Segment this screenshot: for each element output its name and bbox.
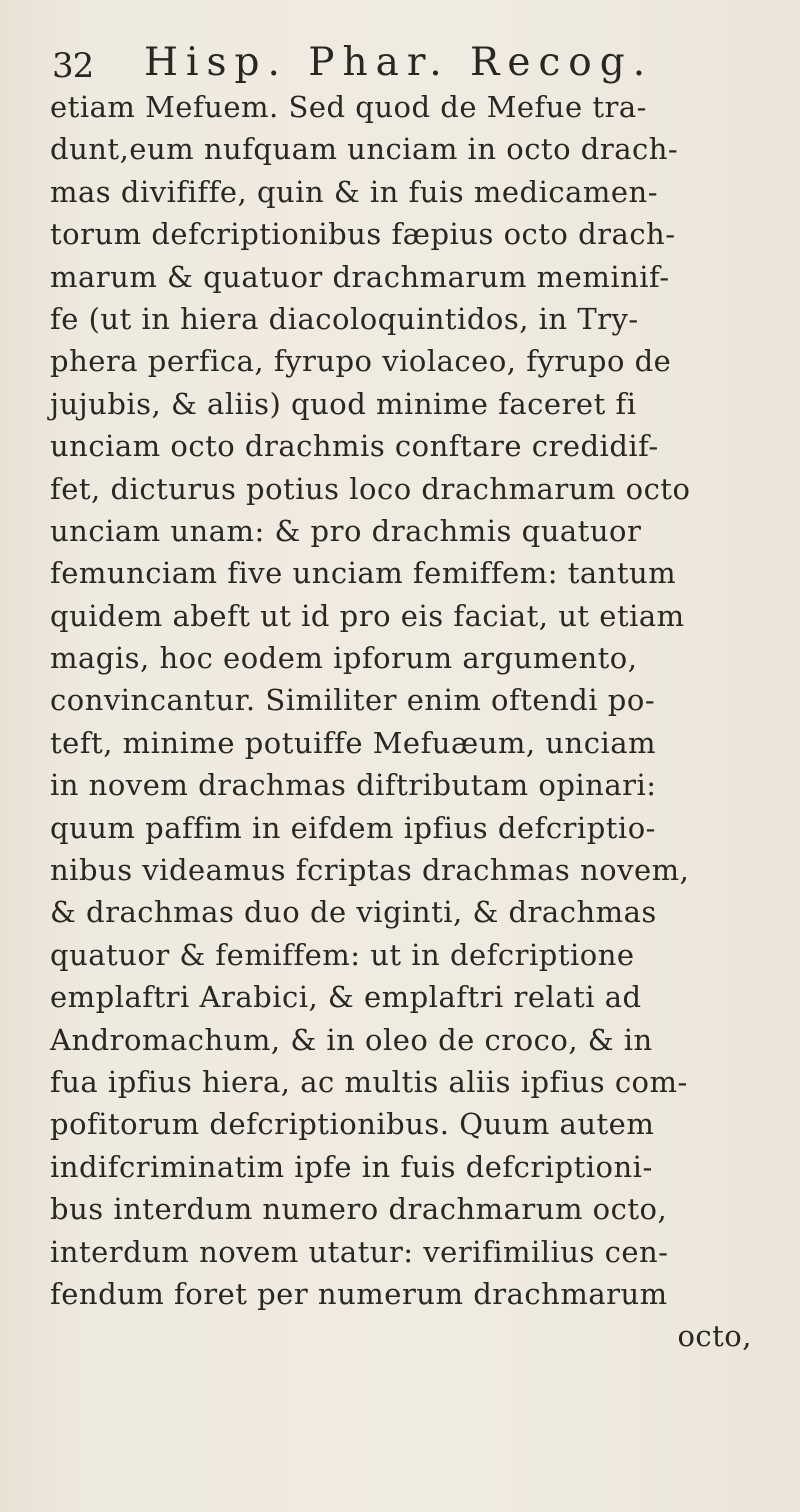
text-line: magis, hoc eodem ipforum argumento,	[50, 641, 638, 676]
text-line: & drachmas duo de viginti, & drachmas	[50, 895, 657, 930]
text-line: torum defcriptionibus fæpius octo drach-	[50, 217, 676, 252]
page-number: 32	[52, 46, 94, 86]
text-line: nibus videamus fcriptas drachmas novem,	[50, 853, 690, 888]
text-line: marum & quatuor drachmarum meminif-	[50, 259, 670, 294]
text-line: teft, minime potuiffe Mefuæum, unciam	[50, 725, 657, 760]
text-line: fendum foret per numerum drachmarum	[50, 1276, 668, 1311]
text-line: quidem abeft ut id pro eis faciat, ut etiam	[50, 598, 685, 633]
text-line: etiam Mefuem. Sed quod de Mefue tra-	[50, 90, 647, 124]
text-line: fet, dicturus potius loco drachmarum octo	[50, 471, 691, 506]
catchword: octo,	[677, 1319, 752, 1354]
text-line: quatuor & femiffem: ut in defcriptione	[50, 937, 635, 972]
text-line: quum paffim in eifdem ipfius defcriptio-	[50, 810, 656, 845]
text-line: in novem drachmas diftributam opinari:	[50, 768, 657, 803]
text-line: unciam octo drachmis conftare credidif-	[50, 429, 659, 464]
text-line: femunciam five unciam femiffem: tantum	[50, 556, 677, 591]
text-line: bus interdum numero drachmarum octo,	[50, 1192, 668, 1227]
text-line: unciam unam: & pro drachmis quatuor	[50, 513, 642, 548]
text-line: mas divififfe, quin & in fuis medicamen-	[50, 174, 659, 209]
text-line: emplaftri Arabici, & emplaftri relati ad	[50, 980, 642, 1015]
text-line: dunt,eum nufquam unciam in octo drach-	[50, 132, 679, 167]
text-line: fua ipfius hiera, ac multis aliis ipfius com-	[50, 1064, 688, 1099]
page-header	[52, 38, 772, 88]
text-line: jujubis, & aliis) quod minime faceret fi	[50, 386, 637, 421]
text-line: indifcriminatim ipfe in fuis defcriptioni-	[50, 1149, 653, 1184]
body-text	[50, 86, 790, 1358]
text-line: phera perfica, fyrupo violaceo, fyrupo de	[50, 344, 672, 379]
text-line: convincantur. Similiter enim oftendi po-	[50, 683, 656, 718]
text-line: interdum novem utatur: verifimilius cen-	[50, 1234, 669, 1269]
text-line: Andromachum, & in oleo de croco, & in	[50, 1022, 653, 1057]
text-line: fe (ut in hiera diacoloquintidos, in Try-	[50, 301, 639, 336]
running-head: Hisp. Phar. Recog.	[144, 40, 654, 85]
text-line: pofitorum defcriptionibus. Quum autem	[50, 1107, 655, 1142]
